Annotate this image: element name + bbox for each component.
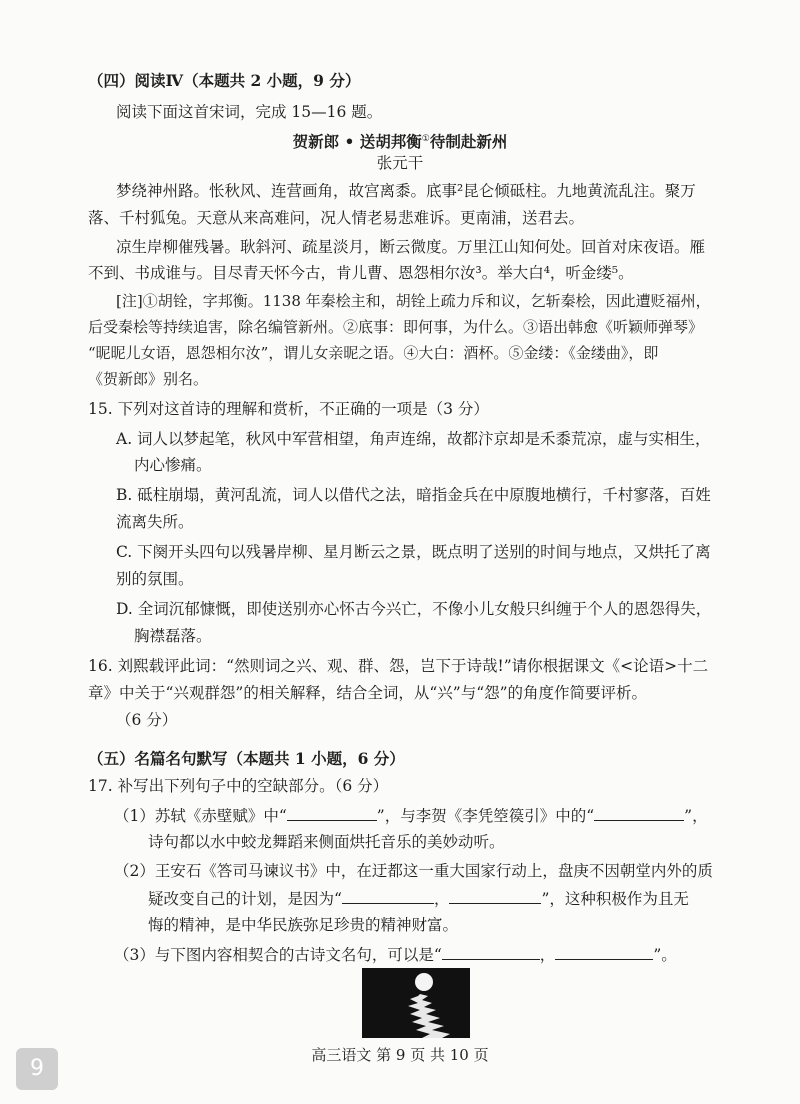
note-line: “昵昵儿女语，恩怨相尔汝”，谓儿女亲昵之语。④大白：酒杯。⑤金缕：《金缕曲》，即 [88, 344, 659, 362]
q17-item-1-cont: 诗句都以水中蛟龙舞蹈来侧面烘托音乐的美妙动听。 [148, 833, 505, 851]
q17-item-3: （3）与下图内容相契合的古诗文名句，可以是“ ， ”。 [114, 943, 677, 966]
q15-option-c-cont: 别的氛围。 [116, 570, 194, 588]
q15-option-a: A. 词人以梦起笔，秋风中军营相望，角声连绵，故都汴京却是禾黍荒凉，虚与实相生， [116, 430, 711, 448]
moon-river-illustration [362, 968, 470, 1038]
q17-item-2: （2）王安石《答司马谏议书》中，在迂都这一重大国家行动上，盘庚不因朝堂内外的质 [114, 862, 713, 880]
q15-option-b: B. 砥柱崩塌，黄河乱流，词人以借代之法，暗指金兵在中原腹地横行，千村寥落，百姓 [116, 486, 711, 504]
poem-line: 凉生岸柳催残暑。耿斜河、疏星淡月，断云微度。万里江山知何处。回首对床夜语。雁 [116, 238, 706, 256]
answer-blank[interactable] [442, 943, 540, 960]
q17-item-2-cont2: 悔的精神，是中华民族弥足珍贵的精神财富。 [148, 916, 459, 934]
answer-blank[interactable] [449, 887, 541, 904]
section4-heading: （四）阅读Ⅳ（本题共 2 小题，9 分） [88, 71, 361, 90]
q15-option-a-cont: 内心惨痛。 [134, 456, 212, 474]
question-16-line: 16. 刘熙载评此词：“然则词之兴、观、群、怨，岂下于诗哉!”请你根据课文《<论语>十二 [88, 657, 709, 675]
page-footer: 高三语文 第 9 页 共 10 页 [311, 1046, 489, 1064]
note-line: 后受秦桧等持续追害，除名编管新州。②底事：即何事，为什么。③语出韩愈《听颖师弹琴》 [88, 318, 704, 336]
section4-instruction: 阅读下面这首宋词，完成 15—16 题。 [116, 103, 383, 121]
moon-river-image [362, 968, 470, 1038]
poem-author: 张元干 [376, 154, 424, 172]
poem-line: 不到、书成谁与。目尽青天怀今古，肯儿曹、恩怨相尔汝³。举大白⁴，听金缕⁵。 [88, 264, 634, 282]
q15-option-c: C. 下阕开头四句以残暑岸柳、星月断云之景，既点明了送别的时间与地点，又烘托了离 [116, 543, 711, 561]
note-line: 《贺新郎》别名。 [88, 370, 209, 388]
poem-title: 贺新郎 • 送胡邦衡①待制赴新州 [292, 132, 508, 152]
page-number-badge: 9 [16, 1048, 58, 1090]
answer-blank[interactable] [555, 943, 653, 960]
q17-item-1: （1）苏轼《赤壁赋》中“ ”，与李贺《李凭箜篌引》中的“ ”， [114, 804, 708, 827]
q15-option-b-cont: 流离失所。 [116, 513, 194, 531]
answer-blank[interactable] [287, 804, 377, 821]
poem-line: 梦绕神州路。怅秋风、连营画角，故宫离黍。底事²昆仑倾砥柱。九地黄流乱注。聚万 [116, 182, 696, 200]
poem-line: 落、千村狐兔。天意从来高难问，况人情老易悲难诉。更南浦，送君去。 [88, 209, 585, 227]
question-17-stem: 17. 补写出下列句子中的空缺部分。（6 分） [88, 777, 389, 795]
answer-blank[interactable] [594, 804, 684, 821]
section5-heading: （五）名篇名句默写（本题共 1 小题，6 分） [88, 749, 405, 768]
question-15-stem: 15. 下列对这首诗的理解和赏析，不正确的一项是（3 分） [88, 400, 489, 418]
answer-blank[interactable] [342, 887, 434, 904]
q15-option-d-cont: 胸襟磊落。 [134, 627, 212, 645]
q15-option-d: D. 全词沉郁慷慨，即使送别亦心怀古今兴亡，不像小儿女般只纠缠于个人的恩怨得失， [116, 600, 712, 618]
q17-item-2-cont: 疑改变自己的计划，是因为“ ， ”，这种积极作为且无 [148, 887, 689, 910]
question-16-score: （6 分） [116, 711, 178, 729]
question-16-line: 章》中关于“兴观群怨”的相关解释，结合全词，从“兴”与“怨”的角度作简要评析。 [88, 684, 648, 702]
note-line: [注]①胡铨，字邦衡。1138 年秦桧主和，胡铨上疏力斥和议，乞斩秦桧，因此遭贬福州， [116, 292, 711, 310]
